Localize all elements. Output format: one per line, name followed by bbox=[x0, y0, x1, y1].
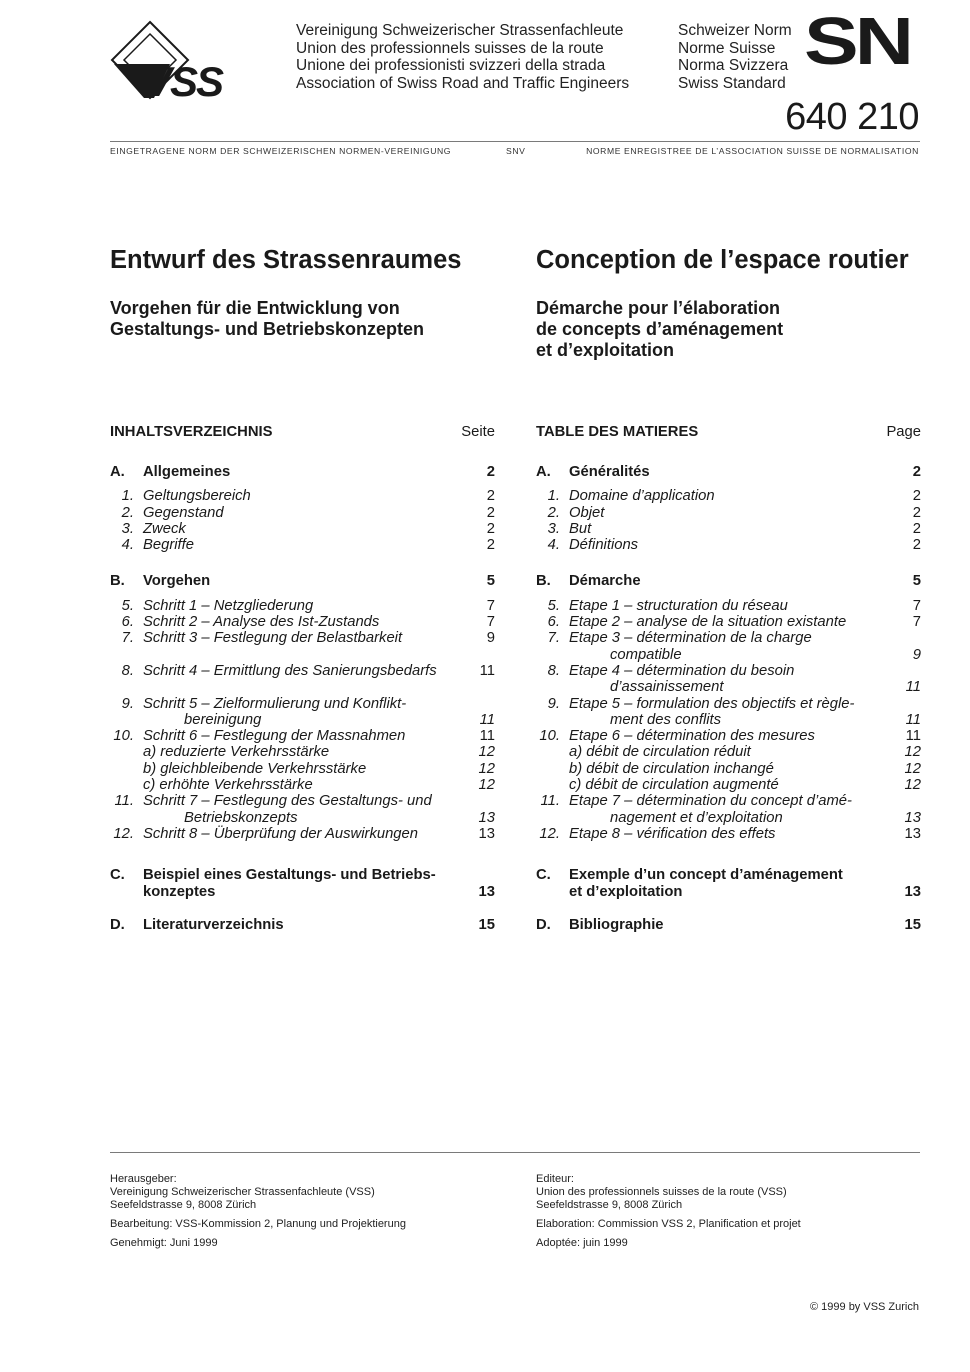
toc-title: et d’exploitation bbox=[569, 883, 683, 900]
toc-entry[interactable] bbox=[110, 598, 495, 614]
toc-entry-continuation bbox=[110, 810, 495, 826]
toc-number: 9. bbox=[121, 695, 134, 712]
toc-title: Schritt 7 – Festlegung des Gestaltungs- und bbox=[143, 793, 432, 810]
association-fr: Union des professionnels suisses de la route bbox=[296, 39, 604, 57]
toc-page-number: 7 bbox=[912, 597, 921, 614]
toc-entry-continuation bbox=[110, 712, 495, 728]
toc-page-number: 2 bbox=[486, 537, 495, 554]
toc-page-number bbox=[461, 867, 495, 883]
subtitle-de-line: Vorgehen für die Entwicklung von bbox=[110, 298, 400, 318]
toc-page-number: 13 bbox=[904, 883, 921, 900]
toc-entry[interactable] bbox=[110, 630, 495, 646]
toc-page-number: 2 bbox=[486, 520, 495, 537]
standard-en: Swiss Standard bbox=[678, 74, 786, 92]
toc-subentry[interactable] bbox=[536, 744, 921, 760]
toc-title: a) reduzierte Verkehrsstärke bbox=[143, 744, 330, 761]
association-names bbox=[296, 22, 629, 92]
toc-number: 7. bbox=[121, 630, 134, 647]
toc-title: ment des conflits bbox=[610, 711, 722, 728]
toc-entry[interactable] bbox=[536, 793, 921, 809]
toc-title: c) débit de circulation augmenté bbox=[569, 777, 779, 794]
toc-entry[interactable] bbox=[110, 521, 495, 537]
toc-entry[interactable] bbox=[536, 663, 921, 679]
toc-entry[interactable] bbox=[110, 537, 495, 553]
toc-title: b) gleichbleibende Verkehrsstärke bbox=[143, 760, 367, 777]
toc-entry[interactable] bbox=[536, 917, 921, 933]
toc-number bbox=[536, 777, 569, 793]
toc-title: Geltungsbereich bbox=[143, 488, 251, 505]
toc-section-d bbox=[110, 917, 495, 933]
toc-section-c bbox=[110, 867, 495, 900]
toc-number: 3. bbox=[547, 520, 560, 537]
toc-page-number: 11 bbox=[479, 711, 495, 728]
association-de: Vereinigung Schweizerischer Strassenfachleute bbox=[296, 22, 624, 39]
toc-page-number: 2 bbox=[912, 537, 921, 554]
registered-fr: NORME ENREGISTREE DE L’ASSOCIATION SUISSE DE NORMALISATION bbox=[586, 146, 919, 156]
toc-page-number: 11 bbox=[905, 728, 921, 745]
toc-entry-continuation bbox=[536, 647, 921, 663]
subtitle-de bbox=[110, 298, 424, 340]
toc-header bbox=[536, 424, 921, 444]
toc-number: 10. bbox=[113, 728, 134, 745]
toc-number bbox=[110, 884, 143, 900]
toc-entry[interactable] bbox=[110, 573, 495, 589]
toc-header bbox=[110, 424, 495, 444]
toc-title: Etape 5 – formulation des objectifs et règle- bbox=[569, 695, 855, 712]
toc-page-number: 5 bbox=[486, 573, 495, 590]
toc-number: 2. bbox=[121, 504, 134, 521]
toc-title: Etape 4 – détermination du besoin bbox=[569, 662, 795, 679]
toc-title: Généralités bbox=[569, 464, 650, 480]
footer-divider bbox=[110, 1152, 920, 1153]
toc-entry[interactable] bbox=[110, 728, 495, 744]
toc-page-number: 15 bbox=[478, 916, 495, 933]
approval-date: Adoptée: juin 1999 bbox=[536, 1237, 628, 1249]
toc-number: 3. bbox=[121, 520, 134, 537]
toc-title: nagement et d’exploitation bbox=[610, 809, 783, 826]
toc-entry[interactable] bbox=[536, 521, 921, 537]
subtitle-de-line: Gestaltungs- und Betriebskonzepten bbox=[110, 319, 425, 339]
toc-title: But bbox=[569, 520, 592, 537]
vss-logo-text: VSS bbox=[144, 58, 223, 102]
toc-number: 10. bbox=[539, 728, 560, 745]
toc-page-number: 2 bbox=[486, 504, 495, 521]
toc-page-number: 11 bbox=[905, 711, 921, 728]
toc-entry[interactable] bbox=[536, 505, 921, 521]
toc-title: Etape 7 – détermination du concept d’amé- bbox=[569, 793, 852, 810]
toc-number: B. bbox=[536, 573, 551, 590]
toc-page-number: 12 bbox=[478, 777, 495, 794]
toc-title: konzeptes bbox=[143, 883, 216, 900]
toc-title: Exemple d’un concept d’aménagement bbox=[569, 867, 843, 884]
toc-subentry[interactable] bbox=[536, 777, 921, 793]
toc-entry-continuation bbox=[536, 810, 921, 826]
toc-entry[interactable] bbox=[110, 793, 495, 809]
toc-page-number: 2 bbox=[912, 464, 921, 480]
toc-title: Etape 6 – détermination des mesures bbox=[569, 728, 815, 745]
standard-de: Schweizer Norm bbox=[678, 22, 792, 39]
toc-page-number: 12 bbox=[904, 744, 921, 761]
toc-entry-continuation bbox=[536, 679, 921, 695]
toc-page-number: 13 bbox=[478, 883, 495, 900]
toc-title: Bibliographie bbox=[569, 916, 664, 933]
toc-entry[interactable] bbox=[536, 598, 921, 614]
toc-number: B. bbox=[110, 573, 125, 590]
toc-number: 12. bbox=[539, 825, 560, 842]
toc-title: Schritt 2 – Analyse des Ist-Zustands bbox=[143, 614, 380, 631]
toc-page-number: 13 bbox=[904, 809, 921, 826]
subtitle-fr bbox=[536, 298, 783, 361]
toc-entry-continuation bbox=[536, 884, 921, 900]
toc-title: Zweck bbox=[143, 520, 186, 537]
toc-title: Définitions bbox=[569, 537, 639, 554]
toc-title: a) débit de circulation réduit bbox=[569, 744, 751, 761]
toc-number: 6. bbox=[547, 614, 560, 631]
toc-section-d bbox=[536, 917, 921, 933]
toc-section-c bbox=[536, 867, 921, 900]
toc-entry[interactable] bbox=[536, 630, 921, 646]
toc-entry[interactable] bbox=[536, 537, 921, 553]
subtitle-fr-line: Démarche pour l’élaboration bbox=[536, 298, 781, 318]
toc-page-number bbox=[887, 696, 921, 712]
toc-entry[interactable] bbox=[110, 464, 495, 480]
association-it: Unione dei professionisti svizzeri della strada bbox=[296, 57, 606, 75]
toc-title: Objet bbox=[569, 504, 605, 521]
norm-number: 640 210 bbox=[785, 96, 919, 138]
page-label: Page bbox=[886, 424, 921, 440]
toc-entry[interactable] bbox=[110, 488, 495, 504]
standard-fr: Norme Suisse bbox=[678, 39, 776, 57]
toc-title: compatible bbox=[610, 646, 682, 663]
footer-de bbox=[110, 1173, 406, 1256]
toc-title: Begriffe bbox=[143, 537, 194, 554]
toc-number: 6. bbox=[121, 614, 134, 631]
toc-number: 9. bbox=[547, 695, 560, 712]
toc-page-number: 12 bbox=[904, 760, 921, 777]
toc-page-number: 12 bbox=[478, 744, 495, 761]
page-label: Seite bbox=[461, 424, 495, 440]
toc-number: 1. bbox=[121, 488, 134, 505]
toc-page-number: 9 bbox=[912, 646, 921, 663]
toc-page-number bbox=[887, 630, 921, 646]
vss-logo bbox=[110, 20, 290, 102]
toc-page-number: 2 bbox=[912, 504, 921, 521]
toc-title: Schritt 4 – Ermittlung des Sanierungsbedarfs bbox=[143, 662, 437, 679]
toc-number: 5. bbox=[547, 597, 560, 614]
toc-title: Etape 2 – analyse de la situation existante bbox=[569, 614, 847, 631]
toc-number bbox=[536, 884, 569, 900]
standard-it: Norma Svizzera bbox=[678, 57, 789, 75]
registered-snv: SNV bbox=[506, 146, 526, 156]
toc-page-number: 2 bbox=[486, 488, 495, 505]
toc-number: A. bbox=[536, 464, 551, 480]
toc-entry[interactable] bbox=[110, 826, 495, 842]
toc-entry[interactable] bbox=[536, 614, 921, 630]
toc-page-number: 2 bbox=[486, 464, 495, 480]
toc-entry[interactable] bbox=[110, 696, 495, 712]
toc-title: Etape 1 – structuration du réseau bbox=[569, 597, 788, 614]
toc-number: D. bbox=[536, 916, 551, 933]
toc-entry[interactable] bbox=[536, 867, 921, 883]
publisher-address: Seefeldstrasse 9, 8008 Zürich bbox=[536, 1199, 683, 1211]
publisher-name: Vereinigung Schweizerischer Strassenfachleute (VSS) bbox=[110, 1186, 375, 1198]
toc-title: d’assainissement bbox=[610, 679, 724, 696]
toc-entry[interactable] bbox=[110, 663, 495, 679]
toc-entry[interactable] bbox=[110, 917, 495, 933]
approval-date: Genehmigt: Juni 1999 bbox=[110, 1237, 218, 1249]
toc-label: INHALTSVERZEICHNIS bbox=[110, 424, 273, 440]
toc-number bbox=[536, 761, 569, 777]
toc-page-number bbox=[887, 867, 921, 883]
header-divider bbox=[110, 141, 920, 142]
toc-number: 1. bbox=[547, 488, 560, 505]
processing-note: Bearbeitung: VSS-Kommission 2, Planung und Projektierung bbox=[110, 1218, 406, 1230]
toc-number: A. bbox=[110, 464, 125, 480]
registered-de: EINGETRAGENE NORM DER SCHWEIZERISCHEN NORMEN-VEREINIGUNG bbox=[110, 146, 452, 156]
toc-subentry[interactable] bbox=[536, 761, 921, 777]
toc-page-number: 12 bbox=[478, 760, 495, 777]
toc-title: Schritt 6 – Festlegung der Massnahmen bbox=[143, 728, 406, 745]
toc-section-b bbox=[110, 573, 495, 842]
toc-number: C. bbox=[536, 867, 551, 884]
toc-page-number: 7 bbox=[912, 614, 921, 631]
publisher-label: Herausgeber: bbox=[110, 1173, 177, 1185]
toc-page-number: 13 bbox=[478, 809, 495, 826]
toc-page-number bbox=[887, 793, 921, 809]
toc-title: Etape 3 – détermination de la charge bbox=[569, 630, 812, 647]
toc-page-number: 2 bbox=[912, 520, 921, 537]
toc-number bbox=[110, 777, 143, 793]
toc-title: Schritt 8 – Überprüfung der Auswirkungen bbox=[143, 825, 418, 842]
publisher-label: Editeur: bbox=[536, 1173, 574, 1185]
toc-page-number: 15 bbox=[904, 916, 921, 933]
toc-title: Démarche bbox=[569, 573, 641, 590]
toc-title: Schritt 5 – Zielformulierung und Konflikt- bbox=[143, 695, 407, 712]
toc-entry[interactable] bbox=[536, 488, 921, 504]
toc-page-number: 11 bbox=[479, 662, 495, 679]
publisher-name: Union des professionnels suisses de la route (VSS) bbox=[536, 1186, 787, 1198]
toc-page-number bbox=[461, 793, 495, 809]
toc-section-a bbox=[110, 464, 495, 553]
toc-title: Allgemeines bbox=[143, 464, 231, 480]
toc-page-number: 13 bbox=[478, 825, 495, 842]
toc-title: Etape 8 – vérification des effets bbox=[569, 825, 776, 842]
toc-page-number: 11 bbox=[479, 728, 495, 745]
toc-page-number: 7 bbox=[486, 597, 495, 614]
toc-section-b bbox=[536, 573, 921, 842]
toc-page-number bbox=[461, 696, 495, 712]
toc-page-number bbox=[887, 663, 921, 679]
toc-page-number: 5 bbox=[912, 573, 921, 590]
toc-number bbox=[110, 761, 143, 777]
sn-mark: SN bbox=[804, 3, 910, 79]
publisher-address: Seefeldstrasse 9, 8008 Zürich bbox=[110, 1199, 257, 1211]
toc-number: 11. bbox=[540, 793, 560, 810]
toc-page-number: 12 bbox=[904, 777, 921, 794]
toc-title: c) erhöhte Verkehrsstärke bbox=[143, 777, 313, 794]
toc-number bbox=[110, 744, 143, 760]
toc-page-number: 2 bbox=[912, 488, 921, 505]
toc-title: Literaturverzeichnis bbox=[143, 916, 284, 933]
toc-number: C. bbox=[110, 867, 125, 884]
toc-page-number: 11 bbox=[905, 679, 921, 696]
toc-title: b) débit de circulation inchangé bbox=[569, 760, 774, 777]
toc-title: Gegenstand bbox=[143, 504, 224, 521]
toc-entry[interactable] bbox=[536, 696, 921, 712]
toc-subentry[interactable] bbox=[110, 777, 495, 793]
toc-number: 8. bbox=[547, 662, 560, 679]
subtitle-fr-line: et d’exploitation bbox=[536, 340, 675, 360]
toc-subentry[interactable] bbox=[110, 761, 495, 777]
toc-de bbox=[110, 424, 495, 933]
toc-number: 11. bbox=[114, 793, 134, 810]
toc-entry-continuation bbox=[536, 712, 921, 728]
toc-number: 5. bbox=[121, 597, 134, 614]
toc-number: 7. bbox=[547, 630, 560, 647]
toc-number: 12. bbox=[113, 825, 134, 842]
toc-entry[interactable] bbox=[536, 573, 921, 589]
toc-entry[interactable] bbox=[536, 464, 921, 480]
toc-page-number: 13 bbox=[904, 825, 921, 842]
toc-fr bbox=[536, 424, 921, 933]
toc-section-a bbox=[536, 464, 921, 553]
toc-label: TABLE DES MATIERES bbox=[536, 424, 699, 440]
toc-number bbox=[536, 744, 569, 760]
toc-title: Beispiel eines Gestaltungs- und Betriebs- bbox=[143, 867, 436, 884]
toc-number: 4. bbox=[121, 537, 134, 554]
toc-title: Domaine d’application bbox=[569, 488, 715, 505]
toc-number: 4. bbox=[547, 537, 560, 554]
toc-number: 2. bbox=[547, 504, 560, 521]
toc-number: D. bbox=[110, 916, 125, 933]
toc-entry[interactable] bbox=[536, 728, 921, 744]
toc-title: bereinigung bbox=[184, 711, 262, 728]
footer-fr bbox=[536, 1173, 801, 1256]
toc-entry[interactable] bbox=[110, 505, 495, 521]
copyright: © 1999 by VSS Zurich bbox=[810, 1301, 919, 1313]
processing-note: Elaboration: Commission VSS 2, Planification et projet bbox=[536, 1218, 801, 1230]
toc-page-number: 9 bbox=[486, 630, 495, 647]
toc-title: Betriebskonzepts bbox=[184, 809, 298, 826]
association-en: Association of Swiss Road and Traffic Engineers bbox=[296, 74, 630, 92]
toc-entry[interactable] bbox=[110, 867, 495, 883]
toc-title: Schritt 1 – Netzgliederung bbox=[143, 597, 314, 614]
toc-subentry[interactable] bbox=[110, 744, 495, 760]
toc-title: Vorgehen bbox=[143, 573, 211, 590]
toc-entry[interactable] bbox=[110, 614, 495, 630]
toc-title: Schritt 3 – Festlegung der Belastbarkeit bbox=[143, 630, 403, 647]
toc-page-number: 7 bbox=[486, 614, 495, 631]
toc-entry-continuation bbox=[110, 884, 495, 900]
toc-entry[interactable] bbox=[536, 826, 921, 842]
subtitle-fr-line: de concepts d’aménagement bbox=[536, 319, 784, 339]
title-fr: Conception de l’espace routier bbox=[536, 246, 909, 274]
toc-number: 8. bbox=[121, 662, 134, 679]
title-de: Entwurf des Strassenraumes bbox=[110, 246, 462, 274]
standard-names bbox=[678, 22, 792, 92]
